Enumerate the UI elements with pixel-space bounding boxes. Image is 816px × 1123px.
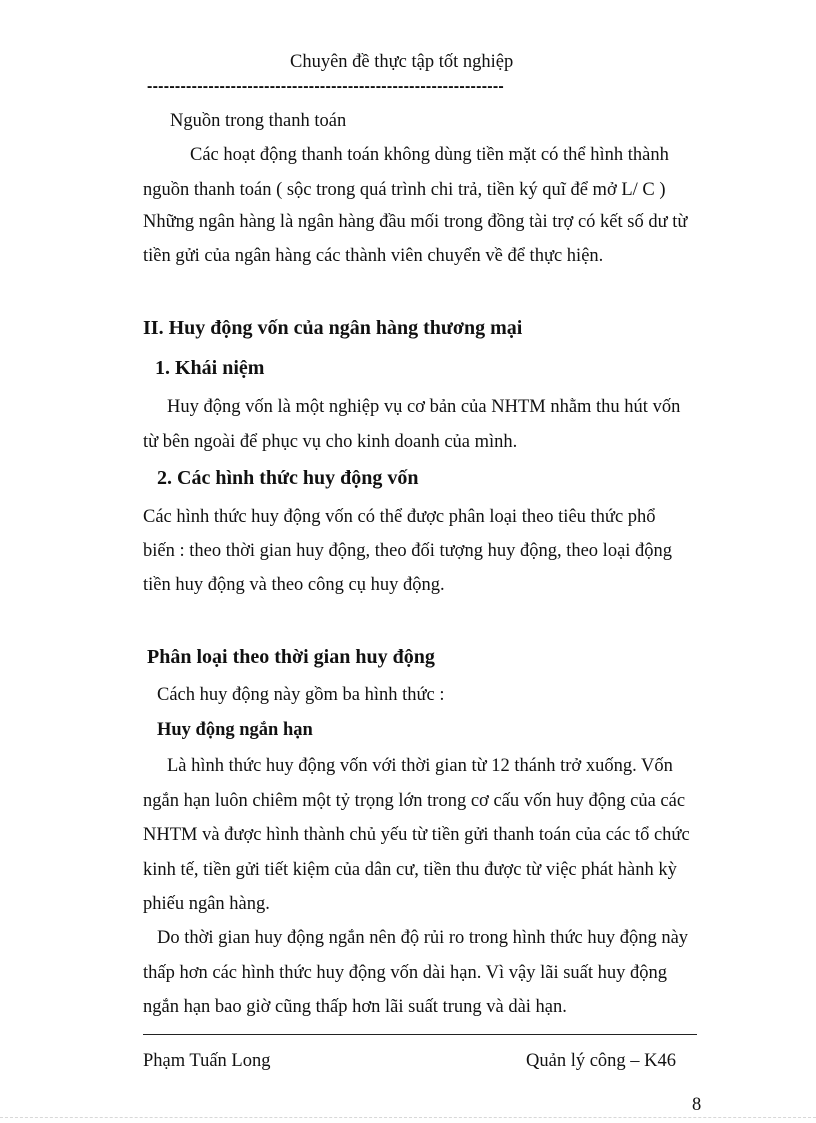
paragraph-line: từ bên ngoài để phục vụ cho kinh doanh của mình. <box>143 432 518 452</box>
paragraph-line: Là hình thức huy động vốn với thời gian từ 12 thánh trở xuống. Vốn <box>167 756 673 776</box>
paragraph-line: kinh tế, tiền gửi tiết kiệm của dân cư, tiền thu được từ việc phát hành kỳ <box>143 860 677 880</box>
subsection-heading: 2. Các hình thức huy động vốn <box>157 467 419 489</box>
paragraph-line: Các hoạt động thanh toán không dùng tiền mặt có thể hình thành <box>190 145 669 165</box>
header-title: Chuyên đề thực tập tốt nghiệp <box>290 52 514 72</box>
footer-rule <box>143 1034 697 1035</box>
paragraph-line: ngắn hạn luôn chiêm một tỷ trọng lớn trong cơ cấu vốn huy động của các <box>143 791 686 811</box>
section-heading: II. Huy động vốn của ngân hàng thương mại <box>143 317 523 339</box>
subsection-heading: 1. Khái niệm <box>155 357 265 379</box>
footer-class: Quản lý công – K46 <box>526 1051 677 1071</box>
header-dashed-rule: ---------------------------------------------------------------- <box>147 78 504 95</box>
paragraph-line: ngắn hạn bao giờ cũng thấp hơn lãi suất trung và dài hạn. <box>143 997 567 1017</box>
paragraph-line: Cách huy động này gồm ba hình thức : <box>157 685 445 705</box>
paragraph-line: Huy động vốn là một nghiệp vụ cơ bản của NHTM nhằm thu hút vốn <box>167 397 681 417</box>
section-heading: Phân loại theo thời gian huy động <box>147 646 435 668</box>
paragraph-line: thấp hơn các hình thức huy động vốn dài hạn. Vì vậy lãi suất huy động <box>143 963 668 983</box>
paragraph-line: tiền gửi của ngân hàng các thành viên chuyển về để thực hiện. <box>143 246 604 266</box>
paragraph-line: nguồn thanh toán ( sộc trong quá trình chi trả, tiền ký quĩ để mở L/ C ) <box>143 180 666 200</box>
paragraph-line: NHTM và được hình thành chủ yếu từ tiền gửi thanh toán của các tổ chức <box>143 825 690 845</box>
paragraph-line: phiếu ngân hàng. <box>143 894 270 914</box>
paragraph-line: tiền huy động và theo công cụ huy động. <box>143 575 445 595</box>
page-bottom-edge <box>0 1117 816 1118</box>
paragraph-line: Các hình thức huy động vốn có thể được phân loại theo tiêu thức phổ <box>143 507 656 527</box>
paragraph-line: biến : theo thời gian huy động, theo đối tượng huy động, theo loại động <box>143 541 673 561</box>
paragraph-line: Những ngân hàng là ngân hàng đầu mối trong đồng tài trợ có kết số dư từ <box>143 212 688 232</box>
subheading-nguon: Nguồn trong thanh toán <box>170 111 347 131</box>
paragraph-line: Do thời gian huy động ngắn nên độ rủi ro trong hình thức huy động này <box>157 928 689 948</box>
page-number: 8 <box>692 1095 702 1115</box>
subsection-heading: Huy động ngắn hạn <box>157 720 313 740</box>
footer-author: Phạm Tuấn Long <box>143 1051 271 1071</box>
